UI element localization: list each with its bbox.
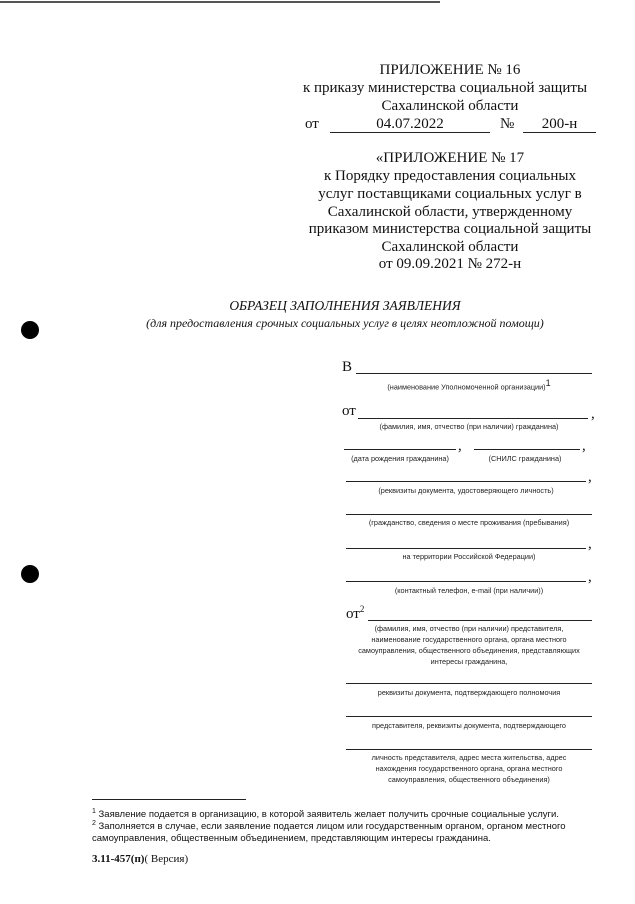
from-label: от: [342, 403, 356, 419]
appendix16-line2: Сахалинской области: [381, 98, 519, 114]
representative-document-caption: представителя, реквизиты документа, подтверждающего: [372, 721, 566, 730]
order-date: 04.07.2022: [376, 116, 444, 132]
footnote-2-continuation: самоуправления, общественным объединением, представляющим интересы гражданина.: [92, 833, 491, 844]
scan-edge-mark: [0, 1, 440, 3]
residence-field[interactable]: [346, 548, 586, 549]
order-no-label: №: [500, 116, 515, 132]
order-no-underline: [523, 132, 596, 133]
representative-field[interactable]: [368, 620, 592, 621]
appendix16-title: ПРИЛОЖЕНИЕ № 16: [379, 62, 521, 78]
snils-field[interactable]: [474, 449, 580, 450]
appendix17-line: приказом министерства социальной защиты: [308, 221, 592, 237]
citizen-name-field[interactable]: [358, 418, 588, 419]
appendix17-line: Сахалинской области, утвержденному: [327, 204, 573, 220]
citizenship-field[interactable]: [346, 514, 592, 515]
document-subtitle: (для предоставления срочных социальных услуг в целях неотложной помощи): [146, 316, 544, 330]
birth-date-caption: (дата рождения гражданина): [351, 454, 449, 463]
address-caption-line: самоуправления, общественного объединения): [388, 775, 550, 784]
representative-caption-line: (фамилия, имя, отчество (при наличии) представителя,: [374, 624, 564, 633]
address-caption-line: нахождения государственного органа, органа местного: [375, 764, 563, 773]
identity-document-field[interactable]: [346, 481, 586, 482]
representative-document-field[interactable]: [346, 716, 592, 717]
comma: ,: [458, 438, 462, 454]
comma: ,: [591, 406, 595, 422]
identity-document-caption: (реквизиты документа, удостоверяющего личность): [378, 486, 554, 495]
birth-date-field[interactable]: [344, 449, 456, 450]
appendix17-line: от 09.09.2021 № 272-н: [378, 256, 522, 272]
organization-field[interactable]: [356, 373, 592, 374]
authority-document-caption: реквизиты документа, подтверждающего полномочия: [377, 688, 561, 697]
authority-document-field[interactable]: [346, 683, 592, 684]
footnote-2: $^2$ Заполняется в случае, если заявление подается лицом или государственным органом, органом местного: [92, 820, 566, 833]
footnote-1: $^1$ Заявление подается в организацию, в которой заявитель желает получить срочные социальные услуги.: [92, 808, 559, 821]
appendix17-line: к Порядку предоставления социальных: [324, 168, 576, 184]
order-from-label: от: [305, 116, 319, 132]
order-number: 200-н: [541, 116, 578, 132]
contact-field[interactable]: [346, 581, 586, 582]
representative-caption-line: самоуправления, общественного объединения, представляющих: [358, 646, 580, 655]
appendix17-title: «ПРИЛОЖЕНИЕ № 17: [375, 150, 525, 166]
citizen-name-caption: (фамилия, имя, отчество (при наличии) гражданина): [379, 422, 559, 431]
residence-caption: на территории Российской Федерации): [402, 552, 536, 561]
comma: ,: [588, 569, 592, 585]
comma: ,: [582, 438, 586, 454]
appendix17-line: Сахалинской области: [381, 239, 519, 255]
representative-label: $от^2$: [346, 604, 365, 622]
representative-caption-line: интересы гражданина,: [430, 657, 508, 666]
appendix16-line1: к приказу министерства социальной защиты: [302, 80, 588, 96]
order-date-underline: [330, 132, 490, 133]
comma: ,: [588, 469, 592, 485]
footnote-separator: [92, 799, 246, 800]
citizenship-caption: (гражданство, сведения о месте проживания (пребывания): [368, 518, 570, 527]
address-field[interactable]: [346, 749, 592, 750]
representative-caption-line: наименование государственного органа, органа местного: [371, 635, 567, 644]
document-code: 3.11-457(п)( Версия): [92, 853, 189, 865]
organization-caption: (наименование Уполномоченной организации)$^1$: [387, 378, 551, 392]
document-title: ОБРАЗЕЦ ЗАПОЛНЕНИЯ ЗАЯВЛЕНИЯ: [229, 298, 461, 313]
address-caption-line: личность представителя, адрес места жительства, адрес: [371, 753, 567, 762]
contact-caption: (контактный телефон, e-mail (при наличии)): [394, 586, 544, 595]
appendix17-line: услуг поставщиками социальных услуг в: [318, 186, 582, 202]
comma: ,: [588, 536, 592, 552]
punch-hole-bottom: [21, 565, 39, 583]
to-label: В: [342, 359, 353, 375]
snils-caption: (СНИЛС гражданина): [488, 454, 562, 463]
